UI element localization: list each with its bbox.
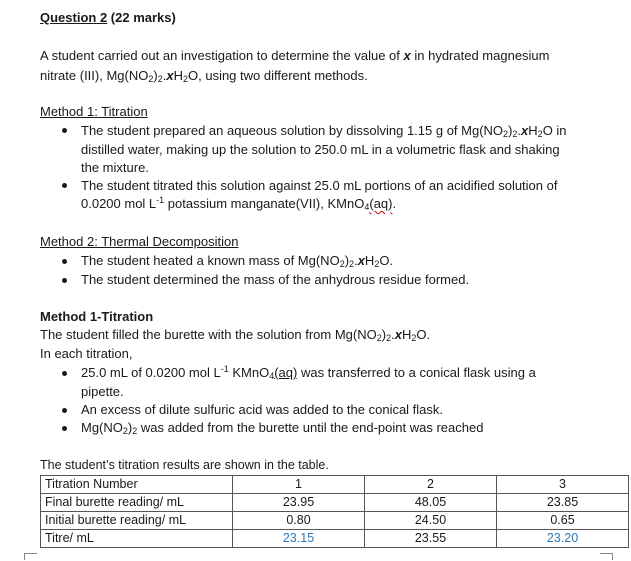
method2-bullet1: The student heated a known mass of $Mg(NO_2)_2.xH_2O$. — [81, 253, 394, 269]
method1-bullet1-line3: the mixture. — [81, 160, 149, 175]
page-corner-mark — [600, 553, 613, 560]
row-label: Final burette reading/ mL — [41, 494, 233, 512]
table-row — [41, 530, 629, 548]
header-cell: Titration Number — [41, 476, 233, 494]
method2-bullet2: The student determined the mass of the anhydrous residue formed. — [81, 272, 470, 287]
method1-bullet1-line2: distilled water, making up the solution to 250.0 mL in a volumetric flask and shaking — [81, 142, 560, 157]
section-bullet2: An excess of dilute sulfuric acid was added to the conical flask. — [81, 402, 444, 417]
bullet-icon — [62, 183, 67, 188]
section-paragraph-2: In each titration, — [40, 346, 133, 361]
section-bullet1-line1: 25.0 mL of 0.0200 mol $L^{-1}$ KMnO$_4$(aq) was transferred to a conical flask using a — [81, 364, 536, 381]
intro-line-1: A student carried out an investigation to determine the value of x in hydrated magnesium — [40, 48, 550, 63]
page-corner-mark — [24, 553, 37, 560]
table-cell-highlighted: 23.15 — [233, 530, 365, 548]
table-cell: 23.95 — [233, 494, 365, 512]
table-cell: 23.55 — [365, 530, 497, 548]
bullet-icon — [62, 259, 67, 264]
question-marks: (22 marks) — [107, 10, 176, 25]
bullet-icon — [62, 278, 67, 283]
question-title — [40, 10, 176, 25]
bullet-icon — [62, 128, 67, 133]
question-label: Question 2 — [40, 10, 108, 25]
header-cell: 3 — [497, 476, 629, 494]
method1-bullet2-line1: The student titrated this solution against 25.0 mL portions of an acidified solution of — [81, 178, 558, 193]
titration-results-table — [40, 475, 629, 548]
table-cell: 23.85 — [497, 494, 629, 512]
header-cell: 2 — [365, 476, 497, 494]
table-cell-highlighted: 23.20 — [497, 530, 629, 548]
section-bullet3: $Mg(NO_2)_2$ was added from the burette until the end-point was reached — [81, 420, 484, 436]
table-row — [41, 512, 629, 530]
section-bullet1-line2: pipette. — [81, 384, 124, 399]
bullet-icon — [62, 408, 67, 413]
bullet-icon — [62, 426, 67, 431]
header-cell: 1 — [233, 476, 365, 494]
method1-heading: Method 1: Titration — [40, 104, 148, 119]
method1-bullet2-line2: 0.0200 mol $L^{-1}$ potassium manganate(VII), KMnO$_4$(aq). — [81, 195, 397, 212]
table-cell: 0.65 — [497, 512, 629, 530]
table-caption: The student’s titration results are shown in the table. — [40, 458, 329, 472]
table-header-row — [41, 476, 629, 494]
method2-heading: Method 2: Thermal Decomposition — [40, 234, 239, 249]
table-row — [41, 494, 629, 512]
section-heading: Method 1-Titration — [40, 309, 154, 324]
table-cell: 48.05 — [365, 494, 497, 512]
section-paragraph-1: The student filled the burette with the solution from $Mg(NO_2)_2.xH_2O$. — [40, 327, 431, 343]
bullet-icon — [62, 371, 67, 376]
intro-line-2: nitrate (III), $Mg(NO_2)_2.xH_2O$, using two different methods. — [40, 68, 368, 84]
row-label: Titre/ mL — [41, 530, 233, 548]
method1-bullet1-line1: The student prepared an aqueous solution by dissolving 1.15 g of $Mg(NO_2)_2.xH_2O$ in — [81, 123, 567, 139]
table-cell: 0.80 — [233, 512, 365, 530]
row-label: Initial burette reading/ mL — [41, 512, 233, 530]
table-cell: 24.50 — [365, 512, 497, 530]
